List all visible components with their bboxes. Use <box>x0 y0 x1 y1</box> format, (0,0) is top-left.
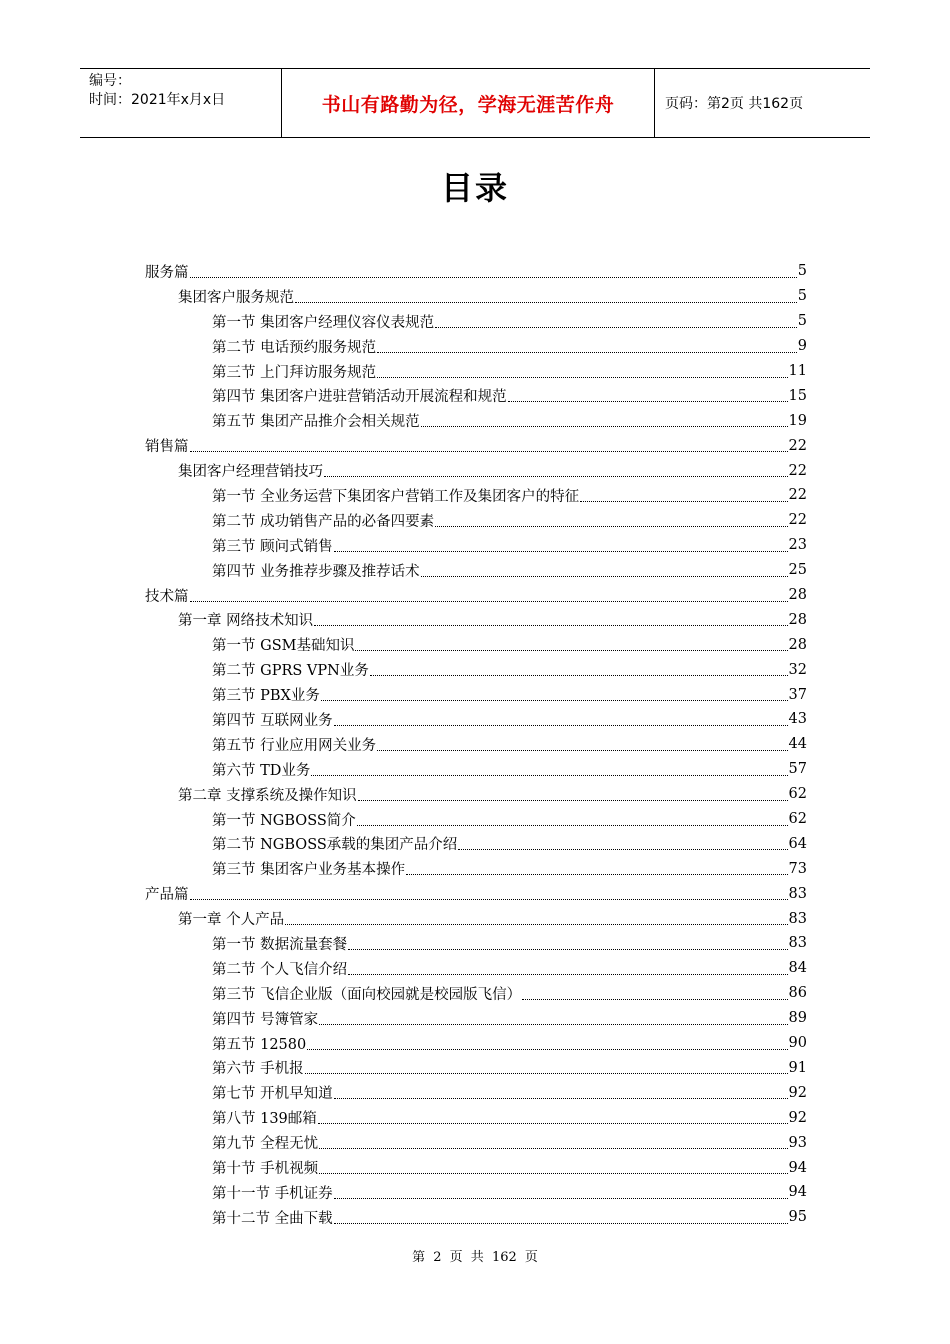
toc-entry[interactable] <box>145 1205 807 1230</box>
toc-entry-page: 11 <box>788 363 807 379</box>
toc-dot-leader <box>307 1049 787 1050</box>
toc-entry-page: 22 <box>788 487 807 504</box>
toc-entry-page: 62 <box>788 811 807 828</box>
toc-entry-page: 95 <box>788 1209 807 1226</box>
toc-entry[interactable] <box>145 334 807 359</box>
toc-entry[interactable] <box>145 1180 807 1205</box>
footer-total-prefix: 共 <box>470 1250 484 1265</box>
toc-entry[interactable] <box>145 483 807 508</box>
toc-dot-leader <box>334 1098 788 1099</box>
toc-entry[interactable] <box>145 931 807 956</box>
toc-entry[interactable] <box>145 508 807 533</box>
toc-entry[interactable] <box>145 533 807 558</box>
footer-prefix: 第 <box>412 1250 426 1265</box>
toc-dot-leader <box>377 750 787 751</box>
toc-entry-page: 22 <box>788 512 807 529</box>
toc-entry[interactable] <box>145 433 807 458</box>
footer-page-unit: 页 <box>449 1250 463 1265</box>
toc-entry-page: 62 <box>788 786 807 803</box>
toc-entry-page: 32 <box>788 661 807 678</box>
toc-dot-leader <box>311 775 787 776</box>
toc-dot-leader <box>334 551 788 552</box>
toc-entry-label: 第一章 个人产品 <box>178 912 285 929</box>
toc-dot-leader <box>295 302 797 303</box>
toc-dot-leader <box>435 526 787 527</box>
toc-dot-leader <box>458 849 787 850</box>
toc-entry-label: 集团客户服务规范 <box>178 289 294 306</box>
toc-entry[interactable] <box>145 408 807 433</box>
toc-dot-leader <box>190 899 788 900</box>
toc-entry-page: 15 <box>788 387 807 404</box>
toc-dot-leader <box>508 401 788 402</box>
toc-entry-page: 57 <box>788 761 807 778</box>
toc-entry-page: 28 <box>788 611 807 628</box>
page-title: 目录 <box>440 169 509 207</box>
toc-entry[interactable] <box>145 1080 807 1105</box>
toc-entry[interactable] <box>145 309 807 334</box>
footer-total-unit: 页 <box>524 1250 538 1265</box>
toc-entry-label: 技术篇 <box>145 588 189 605</box>
toc-entry-page: 22 <box>788 462 807 479</box>
toc-entry-page: 37 <box>788 686 807 703</box>
toc-entry-label: 第二节 NGBOSS承载的集团产品介绍 <box>212 837 458 854</box>
toc-dot-leader <box>421 576 788 577</box>
toc-entry-label: 第七节 开机早知道 <box>212 1086 333 1103</box>
toc-entry-label: 第四节 号簿管家 <box>212 1011 319 1028</box>
toc-entry-label: 第一节 集团客户经理仪容仪表规范 <box>212 314 435 331</box>
header-time-label: 时间：2021年x月x日 <box>89 92 226 108</box>
toc-entry[interactable] <box>145 782 807 807</box>
toc-entry-page: 28 <box>788 587 807 604</box>
toc-entry-label: 第三节 PBX业务 <box>212 688 320 705</box>
toc-entry[interactable] <box>145 881 807 906</box>
header-meta <box>80 69 282 137</box>
toc-entry-label: 第二节 个人飞信介绍 <box>212 961 348 978</box>
toc-entry-label: 第三节 上门拜访服务规范 <box>212 364 377 381</box>
footer-page-number: 2 <box>433 1250 442 1265</box>
toc-entry-page: 86 <box>788 985 807 1002</box>
toc-entry-label: 第一节 NGBOSS简介 <box>212 812 356 829</box>
toc-entry-page: 19 <box>788 412 807 429</box>
toc-entry-label: 产品篇 <box>145 887 189 904</box>
toc-entry-label: 第九节 全程无忧 <box>212 1136 319 1153</box>
toc-dot-leader <box>406 874 787 875</box>
toc-entry-page: 94 <box>788 1184 807 1201</box>
toc-dot-leader <box>358 800 788 801</box>
toc-entry-label: 第十节 手机视频 <box>212 1161 319 1177</box>
header-motto: 书山有路勤为径，学海无涯苦作舟 <box>321 93 615 116</box>
toc-entry-label: 第三节 集团客户业务基本操作 <box>212 862 406 879</box>
toc-entry-page: 83 <box>788 935 807 952</box>
toc-entry-label: 第二节 成功销售产品的必备四要素 <box>212 513 435 530</box>
toc-entry-label: 第一节 全业务运营下集团客户营销工作及集团客户的特征 <box>212 488 580 505</box>
toc-entry-page: 83 <box>788 910 807 927</box>
toc-entry-page: 23 <box>788 537 807 554</box>
toc-entry[interactable] <box>145 558 807 583</box>
toc-dot-leader <box>314 625 787 626</box>
toc-entry-page: 84 <box>788 960 807 977</box>
toc-dot-leader <box>319 1024 787 1025</box>
toc-dot-leader <box>580 501 787 502</box>
toc-entry[interactable] <box>145 707 807 732</box>
toc-entry-page: 28 <box>788 636 807 653</box>
toc-entry[interactable] <box>145 583 807 608</box>
toc-dot-leader <box>348 974 787 975</box>
toc-entry-label: 第十一节 手机证券 <box>212 1185 333 1202</box>
toc-entry-label: 第四节 互联网业务 <box>212 712 333 729</box>
toc-entry-label: 第一章 网络技术知识 <box>178 613 314 630</box>
toc-entry-label: 第五节 行业应用网关业务 <box>212 737 377 754</box>
toc-dot-leader <box>324 476 788 477</box>
toc-entry-label: 第一节 GSM基础知识 <box>212 638 355 655</box>
toc-entry-label: 第八节 139邮箱 <box>212 1111 317 1128</box>
toc-entry-label: 第十二节 全曲下载 <box>212 1210 333 1227</box>
toc-dot-leader <box>334 1198 788 1199</box>
toc-dot-leader <box>421 426 788 427</box>
toc-entry-label: 第二节 电话预约服务规范 <box>212 339 377 356</box>
toc-entry-page: 73 <box>788 860 807 877</box>
toc-dot-leader <box>285 924 787 925</box>
header-number-label: 编号： <box>89 73 131 89</box>
toc-entry[interactable] <box>145 284 807 309</box>
toc-dot-leader <box>318 1123 788 1124</box>
document-header <box>80 68 870 138</box>
toc-entry[interactable] <box>145 383 807 408</box>
toc-dot-leader <box>319 1148 787 1149</box>
toc-entry-page: 90 <box>788 1035 807 1052</box>
toc-entry-page: 25 <box>788 562 807 579</box>
toc-entry-label: 第六节 手机报 <box>212 1061 304 1078</box>
toc-dot-leader <box>190 601 788 602</box>
toc-entry[interactable] <box>145 856 807 881</box>
toc-entry-label: 第二节 GPRS VPN业务 <box>212 663 369 680</box>
toc-dot-leader <box>370 675 788 676</box>
toc-entry-label: 第六节 TD业务 <box>212 762 311 779</box>
toc-entry[interactable] <box>145 1031 807 1056</box>
toc-entry-label: 第三节 顾问式销售 <box>212 538 333 555</box>
toc-entry[interactable] <box>145 732 807 757</box>
toc-entry-label: 第二章 支撑系统及操作知识 <box>178 787 357 804</box>
toc-entry-label: 第三节 飞信企业版（面向校园就是校园版飞信） <box>212 986 522 1003</box>
toc-entry-page: 9 <box>797 338 807 355</box>
toc-entry-page: 5 <box>797 263 807 280</box>
toc-entry[interactable] <box>145 956 807 981</box>
toc-dot-leader <box>377 352 797 353</box>
toc-entry-page: 92 <box>788 1109 807 1126</box>
toc-entry-label: 销售篇 <box>145 439 189 456</box>
toc-entry[interactable] <box>145 1130 807 1155</box>
toc-entry-page: 43 <box>788 711 807 728</box>
toc-entry[interactable] <box>145 1006 807 1031</box>
toc-entry-page: 44 <box>788 736 807 753</box>
toc-dot-leader <box>435 327 797 328</box>
toc-entry[interactable] <box>145 632 807 657</box>
toc-entry[interactable] <box>145 981 807 1006</box>
toc-entry-page: 64 <box>788 835 807 852</box>
toc-dot-leader <box>190 451 788 452</box>
toc-entry-label: 第四节 集团客户进驻营销活动开展流程和规范 <box>212 389 507 406</box>
page-footer <box>0 1246 950 1265</box>
toc-entry-label: 集团客户经理营销技巧 <box>178 464 323 481</box>
toc-entry-page: 94 <box>788 1159 807 1176</box>
header-page-info: 页码：第2页 共162页 <box>665 96 804 112</box>
toc-entry-label: 第一节 数据流量套餐 <box>212 936 348 953</box>
toc-dot-leader <box>190 277 797 278</box>
toc-entry-page: 93 <box>788 1134 807 1151</box>
toc-dot-leader <box>377 377 787 378</box>
header-motto-cell <box>282 69 655 137</box>
toc-entry[interactable] <box>145 682 807 707</box>
toc-dot-leader <box>305 1073 788 1074</box>
toc-entry-page: 89 <box>788 1010 807 1027</box>
toc-entry-label: 第五节 集团产品推介会相关规范 <box>212 414 420 431</box>
toc-entry-page: 5 <box>797 288 807 305</box>
toc-entry-page: 92 <box>788 1084 807 1101</box>
toc-dot-leader <box>357 825 788 826</box>
toc-dot-leader <box>355 650 787 651</box>
toc-dot-leader <box>334 725 788 726</box>
toc-entry[interactable] <box>145 807 807 832</box>
header-page-info-cell <box>655 69 870 137</box>
toc-entry[interactable] <box>145 458 807 483</box>
toc-entry-page: 83 <box>788 885 807 902</box>
toc-entry[interactable] <box>145 259 807 284</box>
toc-entry-label: 服务篇 <box>145 264 189 281</box>
toc-entry[interactable] <box>145 657 807 682</box>
toc-entry-label: 第五节 12580 <box>212 1036 307 1053</box>
toc-entry[interactable] <box>145 906 807 931</box>
toc-entry-page: 22 <box>788 437 807 454</box>
toc-entry[interactable] <box>145 1105 807 1130</box>
table-of-contents <box>145 259 807 1230</box>
toc-dot-leader <box>319 1173 787 1174</box>
toc-dot-leader <box>522 999 787 1000</box>
toc-entry[interactable] <box>145 831 807 856</box>
toc-entry[interactable] <box>145 1056 807 1081</box>
toc-entry-page: 5 <box>797 313 807 330</box>
footer-total-pages: 162 <box>491 1250 517 1265</box>
toc-entry[interactable] <box>145 359 807 384</box>
toc-entry[interactable] <box>145 757 807 782</box>
toc-entry[interactable] <box>145 1155 807 1180</box>
toc-entry[interactable] <box>145 607 807 632</box>
toc-entry-page: 91 <box>788 1059 807 1076</box>
toc-entry-label: 第四节 业务推荐步骤及推荐话术 <box>212 563 420 580</box>
toc-dot-leader <box>321 700 788 701</box>
toc-dot-leader <box>334 1223 788 1224</box>
toc-dot-leader <box>348 949 787 950</box>
